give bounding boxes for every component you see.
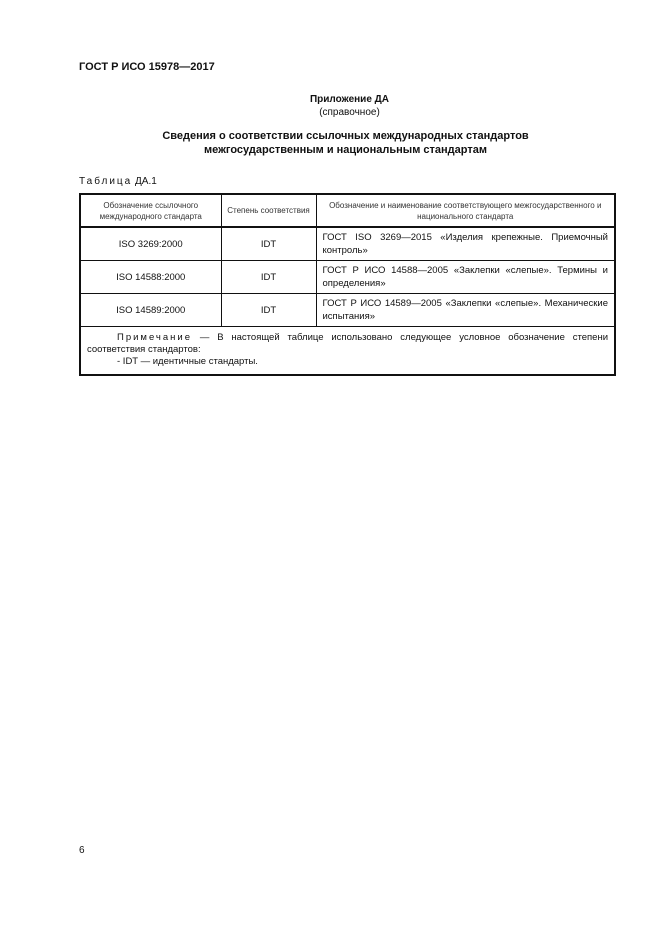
header-international-standard: Обозначение ссылочного международного стандарта — [80, 194, 221, 227]
cell-description: ГОСТ Р ИСО 14588—2005 «Заклепки «слепые». Термины и определения» — [316, 261, 615, 294]
cell-degree: IDT — [221, 294, 316, 327]
cell-code: ISO 14589:2000 — [80, 294, 221, 327]
note-text: — В настоящей таблице использовано следующее условное обозначение степени соответствия стандартов: — [87, 332, 608, 355]
table-note — [80, 327, 615, 376]
cell-code: ISO 14588:2000 — [80, 261, 221, 294]
correspondence-table — [79, 193, 616, 376]
cell-description: ГОСТ Р ИСО 14589—2005 «Заклепки «слепые». Механические испытания» — [316, 294, 615, 327]
cell-code: ISO 3269:2000 — [80, 227, 221, 261]
table-row — [80, 294, 615, 327]
table-note-row — [80, 327, 615, 376]
note-item: - IDT — идентичные стандарты. — [117, 356, 258, 367]
table-caption-number: ДА.1 — [135, 176, 157, 187]
header-national-standard: Обозначение и наименование соответствующего межгосударственного и национального стандарта — [316, 194, 615, 227]
table-row — [80, 227, 615, 261]
note-label: Примечание — [117, 332, 192, 343]
section-title-line-1: Сведения о соответствии ссылочных международных стандартов — [162, 130, 529, 142]
cell-description: ГОСТ ISO 3269—2015 «Изделия крепежные. Приемочный контроль» — [316, 227, 615, 261]
appendix-heading — [0, 93, 661, 119]
appendix-subtitle: (справочное) — [319, 107, 380, 118]
cell-degree: IDT — [221, 227, 316, 261]
section-title-line-2: межгосударственным и национальным стандартам — [204, 144, 487, 156]
appendix-title: Приложение ДА — [309, 94, 390, 105]
header-degree: Степень соответствия — [221, 194, 316, 227]
cell-degree: IDT — [221, 261, 316, 294]
table-row — [80, 261, 615, 294]
note-paragraph — [87, 332, 608, 356]
document-header-id: ГОСТ Р ИСО 15978—2017 — [79, 61, 215, 73]
table-caption — [79, 176, 157, 187]
table-caption-label: Таблица — [79, 176, 133, 187]
page-number: 6 — [79, 845, 85, 856]
section-title — [0, 129, 661, 157]
table-header-row — [80, 194, 615, 227]
